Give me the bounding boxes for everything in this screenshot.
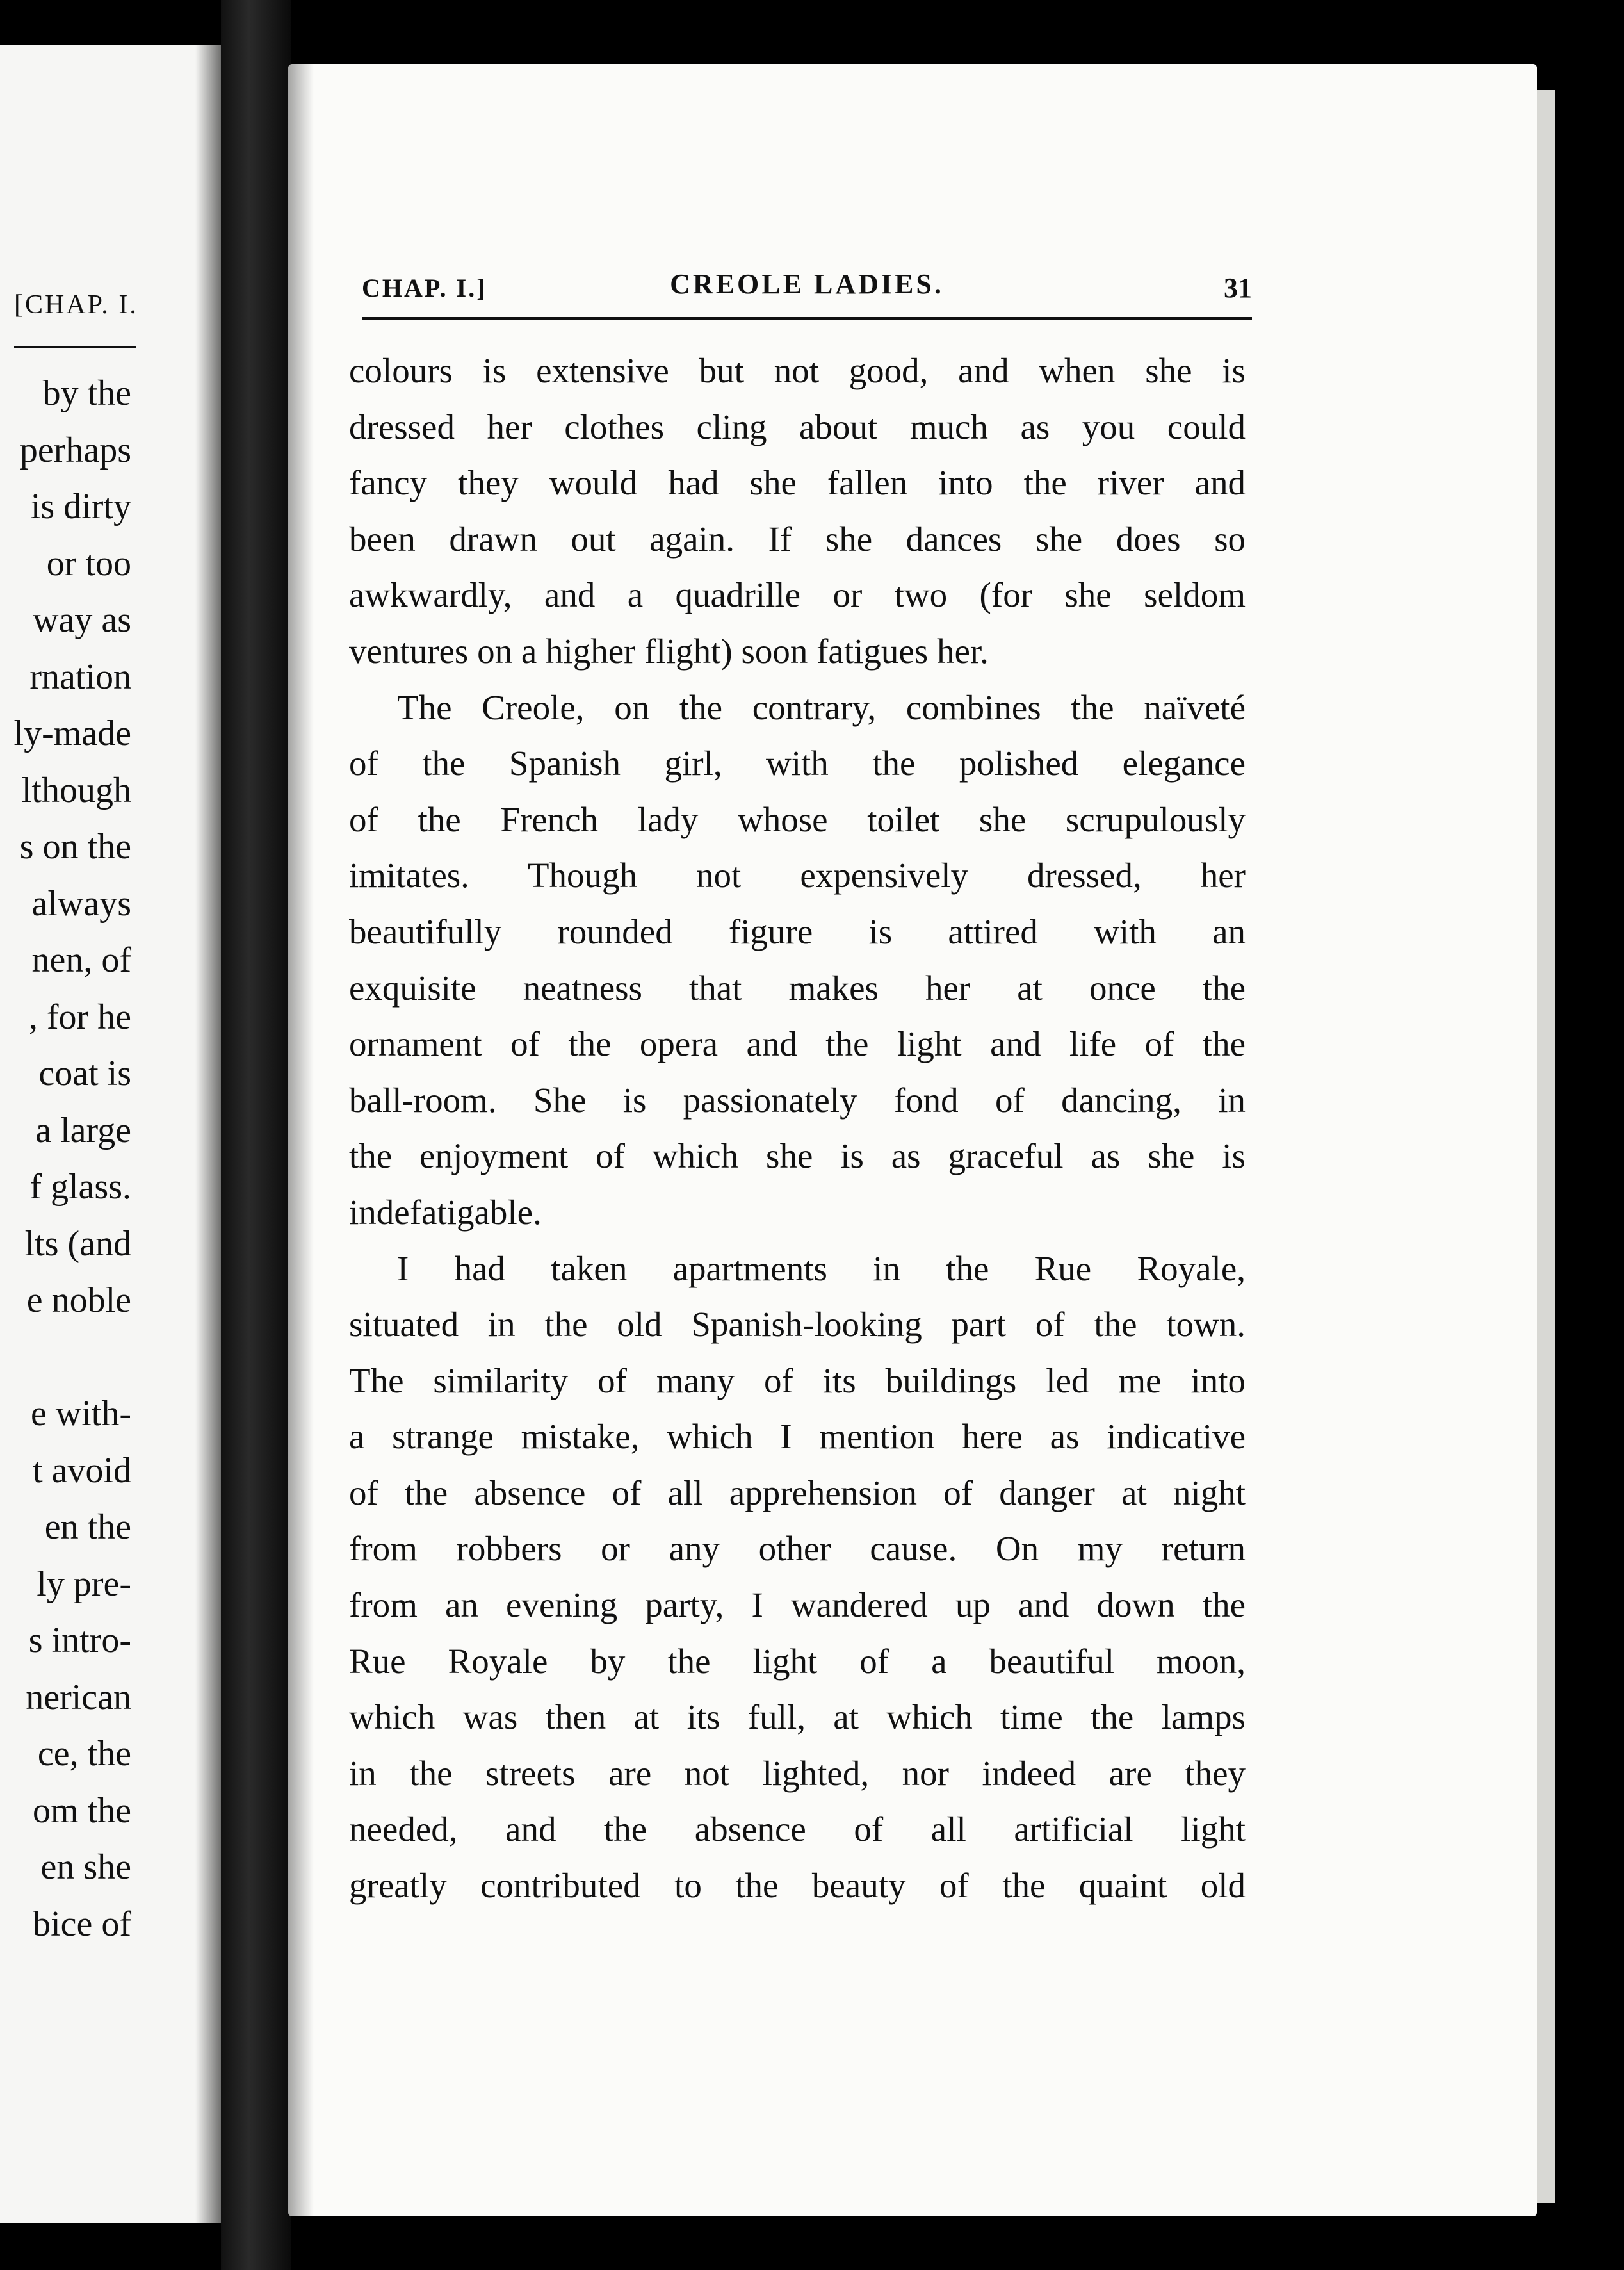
left-line: s intro-: [28, 1621, 131, 1660]
text-line: ventures on a higher flight) soon fatigues her.: [349, 631, 989, 671]
chapter-marker: CHAP. I.]: [362, 274, 487, 302]
text-line: fancy they would had she fallen into the river and: [349, 463, 1246, 503]
text-line: The Creole, on the contrary, combines the naïveté: [397, 687, 1246, 727]
left-line: a large: [35, 1110, 131, 1150]
left-line: or too: [46, 543, 131, 584]
text-line: from robbers or any other cause. On my return: [349, 1529, 1246, 1569]
text-line: beautifully rounded figure is attired with an: [349, 911, 1246, 951]
text-line: the enjoyment of which she is as graceful as she is: [349, 1136, 1246, 1176]
text-line: been drawn out again. If she dances she does so: [349, 519, 1246, 559]
text-line: of the absence of all apprehension of danger at night: [349, 1473, 1246, 1512]
text-line: indefatigable.: [349, 1192, 542, 1232]
text-line: needed, and the absence of all artificial light: [349, 1809, 1246, 1849]
left-page: [0, 45, 221, 2223]
text-line: exquisite neatness that makes her at once the: [349, 968, 1246, 1008]
left-line: nen, of: [31, 940, 131, 980]
text-line: greatly contributed to the beauty of the quaint old: [349, 1866, 1246, 1906]
running-header: [362, 268, 1252, 306]
text-line: The similarity of many of its buildings led me into: [349, 1360, 1246, 1400]
body-text: [349, 343, 1246, 1914]
text-line: dressed her clothes cling about much as you could: [349, 407, 1246, 446]
text-line: situated in the old Spanish-looking part of the town.: [349, 1305, 1246, 1344]
right-gutter-shadow: [288, 64, 314, 2216]
left-line: way as: [33, 600, 131, 640]
text-line: a strange mistake, which I mention here as indicative: [349, 1417, 1246, 1457]
left-line: rnation: [29, 657, 131, 697]
left-page-text: [0, 365, 131, 1952]
text-line: Rue Royale by the light of a beautiful moon,: [349, 1641, 1246, 1681]
left-line: e with-: [30, 1394, 131, 1433]
left-line: ce, the: [37, 1734, 131, 1774]
left-line: lthough: [21, 770, 131, 810]
left-line: ly-made: [13, 714, 131, 753]
left-line: f glass.: [29, 1167, 131, 1207]
text-line: which was then at its full, at which time the lamps: [349, 1697, 1246, 1737]
running-title: CREOLE LADIES.: [670, 268, 944, 300]
text-line: awkwardly, and a quadrille or two (for she seldom: [349, 575, 1246, 615]
left-line: , for he: [28, 997, 131, 1037]
left-line: is dirty: [30, 487, 131, 527]
left-line: coat is: [38, 1054, 131, 1093]
left-line: lts (and: [24, 1223, 131, 1264]
text-line: I had taken apartments in the Rue Royale,: [397, 1248, 1246, 1288]
text-line: colours is extensive but not good, and when she is: [349, 351, 1246, 390]
left-line-gap: [0, 1329, 131, 1386]
left-running-head: [CHAP. I.: [14, 290, 138, 320]
left-header-rule: [14, 346, 136, 348]
left-line: om the: [33, 1790, 131, 1831]
left-line: ly pre-: [37, 1564, 131, 1604]
left-line: e noble: [26, 1280, 131, 1320]
text-line: of the French lady whose toilet she scrupulously: [349, 799, 1246, 839]
header-rule: [362, 317, 1252, 320]
book-binding: [221, 0, 291, 2270]
left-line: t avoid: [33, 1450, 131, 1490]
text-line: ornament of the opera and the light and life of the: [349, 1024, 1246, 1064]
page-number: 31: [1224, 272, 1252, 304]
left-line: by the: [42, 373, 131, 413]
left-line: bice of: [33, 1904, 131, 1944]
left-line: always: [31, 883, 131, 924]
page-edge: [1537, 90, 1555, 2203]
text-line: imitates. Though not expensively dressed, her: [349, 856, 1246, 895]
text-line: of the Spanish girl, with the polished elegance: [349, 744, 1246, 783]
left-line: en she: [40, 1847, 131, 1887]
left-line: s on the: [19, 827, 131, 867]
left-line: en the: [44, 1507, 131, 1547]
left-line: perhaps: [19, 430, 131, 470]
text-line: ball-room. She is passionately fond of dancing, in: [349, 1080, 1246, 1120]
left-gutter-shadow: [195, 45, 221, 2223]
text-line: in the streets are not lighted, nor indeed are they: [349, 1753, 1246, 1793]
text-line: from an evening party, I wandered up and down the: [349, 1585, 1246, 1625]
left-line: nerican: [26, 1677, 131, 1717]
